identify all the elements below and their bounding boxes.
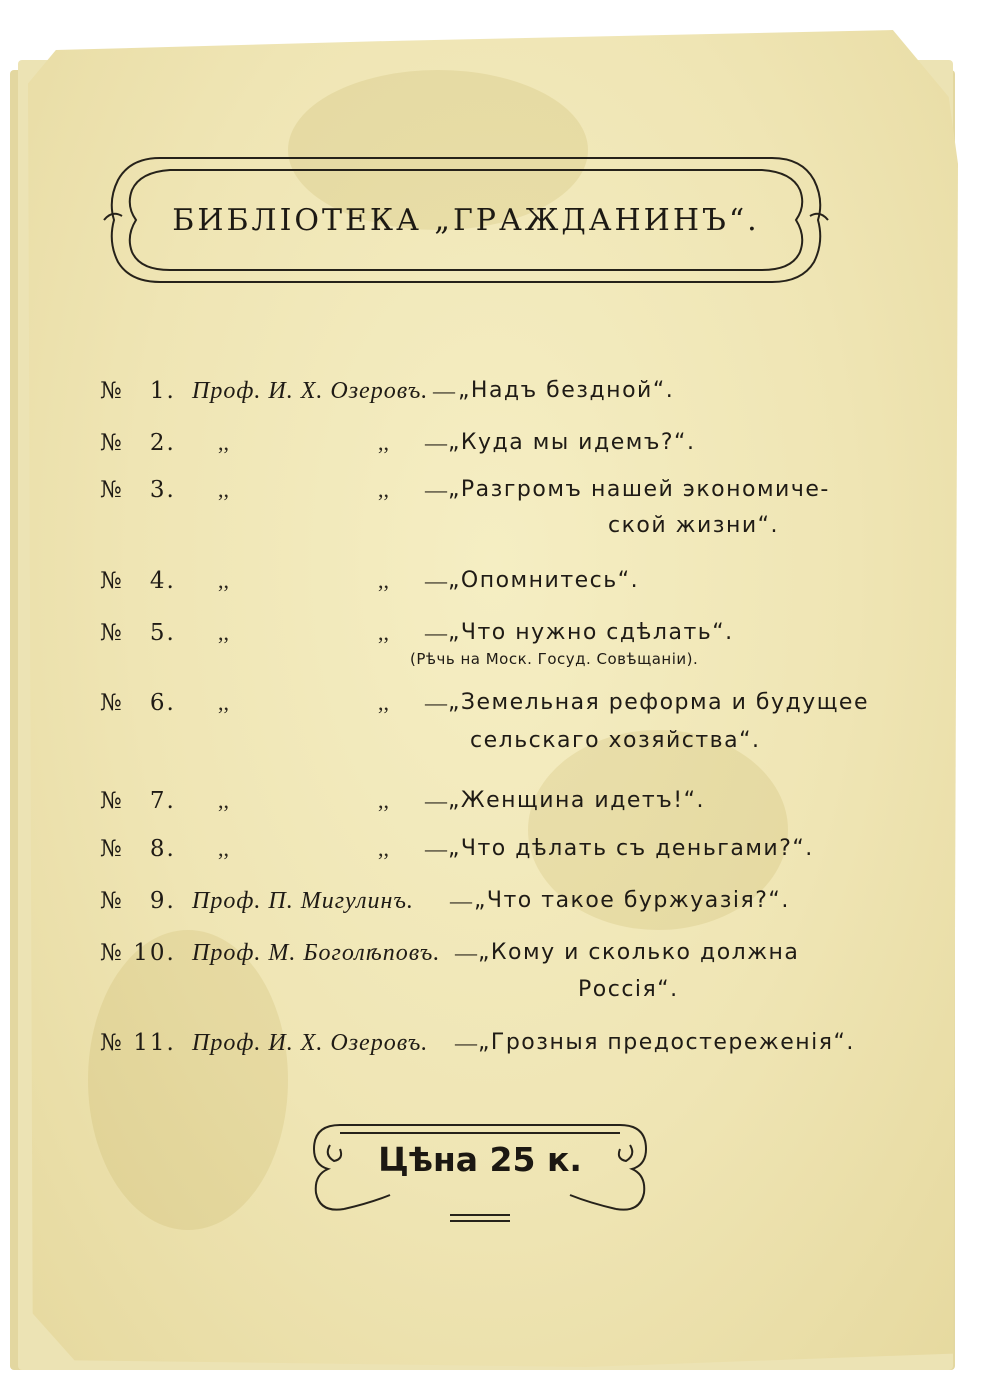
ditto-mark: ,, [378,788,389,813]
ditto-mark: ,, [378,568,389,593]
dash: — [425,477,447,502]
ditto-mark: ,, [378,477,389,502]
item-number: № 1. [100,378,176,404]
item-number: № 2. [100,430,176,456]
dash: — [455,940,477,965]
ditto-mark: ,, [218,430,229,455]
item-title: „Что дѣлать съ деньгами?“. [448,836,814,861]
item-title: „Грозныя предостереженія“. [478,1030,855,1055]
item-number: № 4. [100,568,176,594]
item-title: „Что такое буржуазія?“. [474,888,790,913]
item-title: „Кому и сколько должна [478,940,800,965]
ditto-mark: ,, [218,477,229,502]
item-number: № 9. [100,888,176,914]
item-author: Проф. М. Боголѣповъ. [192,940,441,966]
item-number: № 11. [100,1030,176,1056]
dash: — [425,620,447,645]
price-label: Цѣна 25 к. [378,1140,582,1179]
dash: — [425,788,447,813]
ditto-mark: ,, [378,836,389,861]
item-author: Проф. И. Х. Озеровъ. [192,378,429,404]
item-number: № 8. [100,836,176,862]
item-author: Проф. И. Х. Озеровъ. [192,1030,429,1056]
ditto-mark: ,, [218,620,229,645]
library-title: БИБЛІОТЕКА „ГРАЖДАНИНЪ“. [172,202,760,238]
ditto-mark: ,, [378,430,389,455]
ditto-mark: ,, [218,836,229,861]
item-number: № 6. [100,690,176,716]
ditto-mark: ,, [218,568,229,593]
ditto-mark: ,, [378,690,389,715]
item-title: „Земельная реформа и будущее [448,690,869,715]
item-title-continued: Россія“. [578,977,679,1002]
ditto-mark: ,, [218,788,229,813]
dash: — [450,888,472,913]
item-title: „Опомнитесь“. [448,568,640,593]
dash: — [425,690,447,715]
ditto-mark: ,, [378,620,389,645]
item-title: „Женщина идетъ!“. [448,788,706,813]
item-title-continued: ской жизни“. [608,513,780,538]
item-title: „Надъ бездной“. [458,378,675,403]
item-number: № 5. [100,620,176,646]
dash: — [425,836,447,861]
dash: — [425,568,447,593]
item-title: „Куда мы идемъ?“. [448,430,696,455]
paper-stain [88,930,288,1230]
item-author: Проф. П. Мигулинъ. [192,888,414,914]
item-number: № 3. [100,477,176,503]
dash: — [433,378,455,403]
item-note: (Рѣчь на Моск. Госуд. Совѣщаніи). [410,650,699,668]
item-title: „Разгромъ нашей экономиче- [448,477,830,502]
item-title: „Что нужно сдѣлать“. [448,620,734,645]
dash: — [455,1030,477,1055]
item-number: № 7. [100,788,176,814]
dash: — [425,430,447,455]
item-title-continued: сельскаго хозяйства“. [470,728,761,753]
ditto-mark: ,, [218,690,229,715]
item-number: № 10. [100,940,176,966]
